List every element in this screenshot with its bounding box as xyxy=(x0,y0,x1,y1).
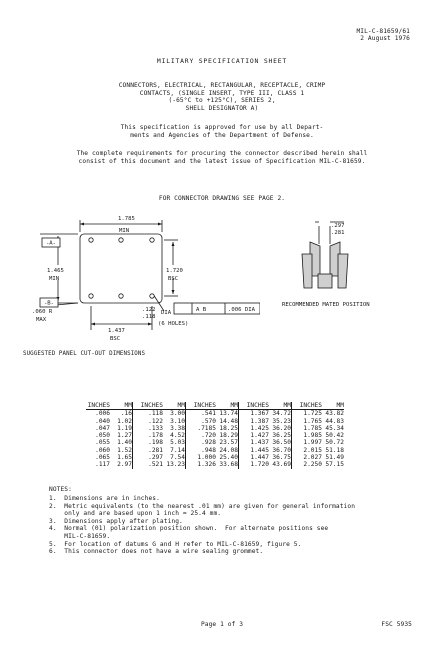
table-cell: 1.785 xyxy=(292,425,323,432)
table-cell: 7.14 xyxy=(170,446,185,454)
table-cell: 1.720 xyxy=(239,461,270,468)
column-header: INCHES xyxy=(87,402,110,409)
dim-right-value: 1.720 xyxy=(166,268,183,274)
column-header: MM xyxy=(322,402,344,410)
table-cell: 3.10 xyxy=(170,417,185,425)
table-cell: 1.326 xyxy=(186,461,217,468)
table-cell: .050 xyxy=(95,432,110,440)
table-row xyxy=(86,410,344,418)
table-cell: 34.72 xyxy=(272,410,291,418)
table-cell: 3.00 xyxy=(170,410,185,418)
datum-a-label: -A- xyxy=(45,240,57,247)
mated-position-drawing xyxy=(282,212,412,312)
table-cell: 1.427 xyxy=(239,432,270,439)
note-line: 6. This connector does not have a wire sealing grommet. xyxy=(49,548,264,556)
dim-bottom-note: BSC xyxy=(110,336,121,342)
mated-dim-min: .281 xyxy=(331,230,345,236)
table-cell: .006 xyxy=(95,410,110,418)
table-cell: 1.02 xyxy=(117,417,132,425)
column-header: INCHES xyxy=(186,402,217,410)
dim-hole-max: .122 xyxy=(142,307,156,313)
note-line: 4. Normal (01) polarization position shown. For alternate positions see xyxy=(49,525,329,533)
table-cell: 36.70 xyxy=(272,446,291,454)
dim-hole-unit: DIA xyxy=(161,310,172,316)
table-cell: 1.367 xyxy=(239,410,270,418)
table-cell: 1.27 xyxy=(117,432,132,440)
table-cell: 1.445 xyxy=(239,447,270,454)
note-line: 2. Metric equivalents (to the nearest .01 mm) are given for general information xyxy=(49,502,356,510)
subject-line: CONTACTS, (SINGLE INSERT, TYPE III, CLASS 1 xyxy=(139,89,305,97)
table-cell: 2.027 xyxy=(292,454,323,461)
table-cell: 1.000 xyxy=(186,454,217,461)
subject-line: CONNECTORS, ELECTRICAL, RECTANGULAR, RECEPTACLE, CRIMP xyxy=(118,82,326,89)
mounting-hole xyxy=(119,238,123,242)
note-line: only and are based upon 1 inch = 25.4 mm. xyxy=(49,510,222,518)
table-cell: .7185 xyxy=(186,425,217,432)
document-title: MILITARY SPECIFICATION SHEET xyxy=(156,57,288,65)
table-cell: 43.69 xyxy=(272,461,291,469)
table-cell: 1.65 xyxy=(117,454,132,462)
table-cell: 7.54 xyxy=(170,454,185,462)
fsc-code: FSC 5935 xyxy=(381,621,412,628)
approval-line: ments and Agencies of the Department of Defense. xyxy=(130,131,314,139)
table-cell: 45.34 xyxy=(325,424,344,432)
document-date: 2 August 1976 xyxy=(360,35,410,42)
column-header: INCHES xyxy=(133,402,164,410)
table-cell: .065 xyxy=(95,454,110,462)
table-cell: 33.68 xyxy=(219,461,238,469)
table-cell: 2.015 xyxy=(292,447,323,454)
table-cell: .118 xyxy=(133,410,164,418)
subject-block xyxy=(0,82,444,112)
cutout-outline xyxy=(80,234,162,303)
note-line: 5. For location of datums G and H refer to MIL-C-81659, figure 5. xyxy=(49,540,302,548)
table-cell: .521 xyxy=(133,461,164,468)
table-cell: 1.725 xyxy=(292,410,323,418)
table-row xyxy=(86,425,344,432)
subject-line: SHELL DESIGNATOR A) xyxy=(185,104,259,112)
table-cell: 1.437 xyxy=(239,439,270,446)
mounting-hole xyxy=(119,294,123,298)
subject-line: (-65°C to +125°C), SERIES 2, xyxy=(168,97,276,105)
table-cell: 3.38 xyxy=(170,424,185,432)
table-cell: 51.18 xyxy=(325,446,344,454)
requirements-line: consist of this document and the latest issue of Specification MIL-C-81659. xyxy=(78,157,366,165)
dim-radius-note: MAX xyxy=(36,317,47,323)
panel-cutout-drawing xyxy=(20,212,260,347)
table-cell: 5.03 xyxy=(170,439,185,447)
table-cell: 36.75 xyxy=(272,454,291,462)
dim-bottom-value: 1.437 xyxy=(108,328,125,334)
fcf-tolerance: .006 DIA xyxy=(228,307,255,313)
table-row xyxy=(86,447,344,454)
table-cell: 18.25 xyxy=(219,424,238,432)
dim-top-note: MIN xyxy=(119,228,130,234)
datum-b-label: -B- xyxy=(43,300,55,307)
table-cell: .133 xyxy=(133,425,164,432)
table-cell: 43.82 xyxy=(325,410,344,418)
table-cell: 57.15 xyxy=(325,461,344,469)
dim-right-note: BSC xyxy=(168,276,179,282)
notes-heading: NOTES: xyxy=(49,486,72,493)
document-number: MIL-C-81659/61 xyxy=(356,28,410,35)
table-row xyxy=(86,461,344,468)
table-cell: 1.19 xyxy=(117,424,132,432)
mated-dim-max: .297 xyxy=(331,223,345,229)
table-cell: 1.425 xyxy=(239,425,270,432)
document-number-block xyxy=(356,28,410,42)
table-cell: 36.50 xyxy=(272,439,291,447)
table-cell: 1.765 xyxy=(292,418,323,425)
column-header: MM xyxy=(110,402,133,410)
table-cell: .281 xyxy=(133,447,164,454)
mated-position-caption: RECOMMENDED MATED POSITION xyxy=(282,302,370,308)
table-cell: 4.52 xyxy=(170,432,185,440)
dim-hole-count: (6 HOLES) xyxy=(158,321,189,327)
dim-left-note: MIN xyxy=(49,276,60,282)
table-cell: .122 xyxy=(133,418,164,425)
table-row xyxy=(86,454,344,461)
table-cell: 36.20 xyxy=(272,424,291,432)
table-cell: .055 xyxy=(95,439,110,447)
table-cell: 25.40 xyxy=(219,454,238,462)
mounting-hole xyxy=(89,294,93,298)
column-header: INCHES xyxy=(292,402,323,410)
table-cell: .198 xyxy=(133,439,164,446)
table-cell: .541 xyxy=(186,410,217,418)
table-cell: 1.985 xyxy=(292,432,323,439)
fcf-datums: A B xyxy=(196,307,207,313)
note-line: 3. Dimensions apply after plating. xyxy=(49,517,183,525)
table-cell: .178 xyxy=(133,432,164,439)
table-cell: .060 xyxy=(95,446,110,454)
table-cell: 1.447 xyxy=(239,454,270,461)
column-header: INCHES xyxy=(239,402,270,410)
table-cell: 50.42 xyxy=(325,432,344,440)
table-cell: 14.48 xyxy=(219,417,238,425)
dim-top-value: 1.785 xyxy=(118,216,135,222)
table-header-row xyxy=(86,402,344,410)
table-cell: 1.52 xyxy=(117,446,132,454)
table-cell: 23.57 xyxy=(219,439,238,447)
table-cell: .117 xyxy=(95,461,110,469)
requirements-line: The complete requirements for procuring the connector described herein shall xyxy=(76,150,368,157)
table-cell: .720 xyxy=(186,432,217,439)
dim-radius-value: .060 R xyxy=(32,309,53,315)
table-row xyxy=(86,439,344,446)
table-cell: 1.387 xyxy=(239,418,270,425)
table-cell: 35.23 xyxy=(272,417,291,425)
mounting-hole xyxy=(89,238,93,242)
table-cell: .928 xyxy=(186,439,217,446)
note-line: 1. Dimensions are in inches. xyxy=(49,495,160,502)
table-cell: .047 xyxy=(95,424,110,432)
mounting-hole xyxy=(150,294,154,298)
table-cell: 13.74 xyxy=(219,410,238,418)
table-cell: .16 xyxy=(120,410,132,418)
table-cell: 1.40 xyxy=(117,439,132,447)
table-cell: 2.250 xyxy=(292,461,323,468)
dim-left-value: 1.465 xyxy=(47,268,64,274)
requirements-statement xyxy=(0,150,444,166)
dim-hole-min: .118 xyxy=(142,314,156,320)
table-cell: .570 xyxy=(186,418,217,425)
cutout-dimensions-title: SUGGESTED PANEL CUT-OUT DIMENSIONS xyxy=(23,351,146,357)
table-cell: 2.97 xyxy=(117,461,132,469)
table-cell: .948 xyxy=(186,447,217,454)
table-cell: .297 xyxy=(133,454,164,461)
table-cell: 44.83 xyxy=(325,417,344,425)
table-cell: 51.49 xyxy=(325,454,344,462)
column-header: MM xyxy=(163,402,186,410)
table-cell: 13.23 xyxy=(166,461,185,469)
notes-list xyxy=(49,495,355,556)
page-number: Page 1 of 3 xyxy=(200,621,244,628)
column-header: MM xyxy=(269,402,292,410)
table-cell: 18.29 xyxy=(219,432,238,440)
see-drawing-note: FOR CONNECTOR DRAWING SEE PAGE 2. xyxy=(158,195,286,202)
approval-line: This specification is approved for use by all Depart- xyxy=(120,124,324,131)
column-header: MM xyxy=(216,402,239,410)
table-cell: 1.997 xyxy=(292,439,323,446)
table-cell: 50.72 xyxy=(325,439,344,447)
table-row xyxy=(86,418,344,425)
dimensions-table xyxy=(86,402,344,469)
table-row xyxy=(86,432,344,439)
note-line: MIL-C-81659. xyxy=(49,532,111,540)
approval-statement xyxy=(0,124,444,140)
table-cell: 24.08 xyxy=(219,446,238,454)
table-cell: 36.25 xyxy=(272,432,291,440)
mounting-hole xyxy=(150,238,154,242)
table-cell: .040 xyxy=(95,417,110,425)
